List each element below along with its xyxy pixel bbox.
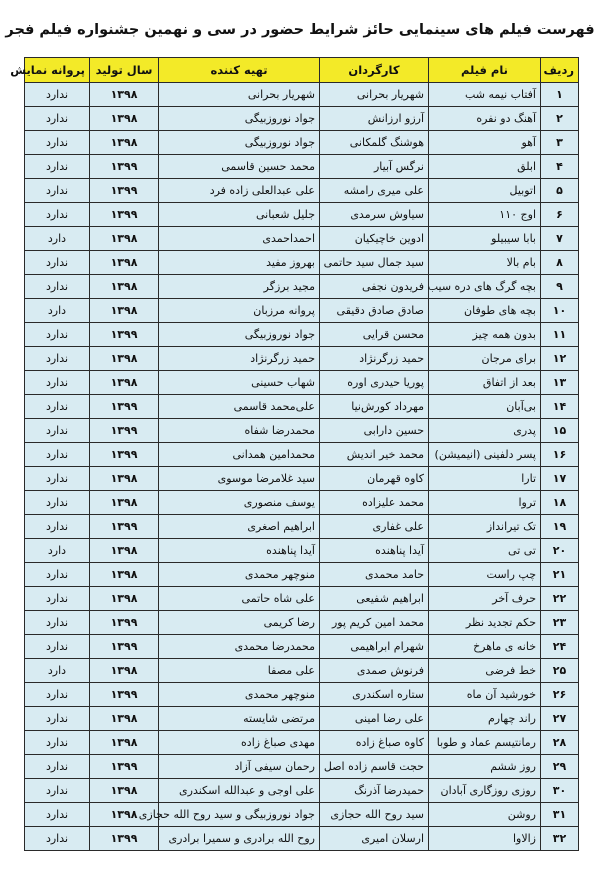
screening-license-cell: ندارد <box>25 827 90 851</box>
film-name-cell: آهو <box>429 131 541 155</box>
screening-license-cell: ندارد <box>25 635 90 659</box>
producer-cell: رحمان سیفی آزاد <box>159 755 320 779</box>
row-number-cell: ۱۵ <box>541 419 579 443</box>
row-number-cell: ۲۹ <box>541 755 579 779</box>
film-name-cell: حرف آخر <box>429 587 541 611</box>
producer-cell: محمدرضا شفاه <box>159 419 320 443</box>
film-name-cell: بام بالا <box>429 251 541 275</box>
film-name-cell: اوج ۱۱۰ <box>429 203 541 227</box>
director-cell: ابراهیم شفیعی <box>320 587 429 611</box>
screening-license-cell: ندارد <box>25 491 90 515</box>
row-number-cell: ۸ <box>541 251 579 275</box>
table-row <box>25 371 579 395</box>
table-row <box>25 731 579 755</box>
row-number-cell: ۳۲ <box>541 827 579 851</box>
screening-license-cell: ندارد <box>25 251 90 275</box>
production-year-cell: ۱۳۹۸ <box>90 563 159 587</box>
producer-cell: بهروز مفید <box>159 251 320 275</box>
screening-license-cell: ندارد <box>25 515 90 539</box>
producer-cell: منوچهر محمدی <box>159 683 320 707</box>
table-row <box>25 323 579 347</box>
film-name-cell: بابا سیبیلو <box>429 227 541 251</box>
screening-license-cell: ندارد <box>25 131 90 155</box>
film-name-cell: پسر دلفینی (انیمیشن) <box>429 443 541 467</box>
production-year-cell: ۱۳۹۸ <box>90 467 159 491</box>
row-number-cell: ۱۰ <box>541 299 579 323</box>
screening-license-cell: ندارد <box>25 611 90 635</box>
director-cell: محسن قرایی <box>320 323 429 347</box>
director-cell: حسین دارابی <box>320 419 429 443</box>
screening-license-cell: ندارد <box>25 107 90 131</box>
producer-cell: محمدرضا محمدی <box>159 635 320 659</box>
table-row <box>25 635 579 659</box>
table-row <box>25 395 579 419</box>
screening-license-cell: ندارد <box>25 563 90 587</box>
film-name-cell: تی تی <box>429 539 541 563</box>
screening-license-cell: ندارد <box>25 587 90 611</box>
table-row <box>25 347 579 371</box>
film-name-cell: راند چهارم <box>429 707 541 731</box>
director-cell: هوشنگ گلمکانی <box>320 131 429 155</box>
production-year-cell: ۱۳۹۸ <box>90 539 159 563</box>
screening-license-cell: ندارد <box>25 83 90 107</box>
film-name-cell: ابلق <box>429 155 541 179</box>
table-row <box>25 299 579 323</box>
director-cell: سیاوش سرمدی <box>320 203 429 227</box>
row-number-cell: ۲۸ <box>541 731 579 755</box>
header-director: کارگردان <box>320 58 429 83</box>
producer-cell: علی اوجی و عبدالله اسکندری <box>159 779 320 803</box>
producer-cell: رضا کریمی <box>159 611 320 635</box>
production-year-cell: ۱۳۹۹ <box>90 395 159 419</box>
producer-cell: مرتضی شایسته <box>159 707 320 731</box>
table-row <box>25 827 579 851</box>
production-year-cell: ۱۳۹۸ <box>90 587 159 611</box>
director-cell: سید روح الله حجازی <box>320 803 429 827</box>
screening-license-cell: ندارد <box>25 419 90 443</box>
director-cell: علی رضا امینی <box>320 707 429 731</box>
film-name-cell: بدون همه چیز <box>429 323 541 347</box>
production-year-cell: ۱۳۹۹ <box>90 515 159 539</box>
table-row <box>25 683 579 707</box>
producer-cell: سید غلامرضا موسوی <box>159 467 320 491</box>
film-name-cell: چپ راست <box>429 563 541 587</box>
screening-license-cell: ندارد <box>25 779 90 803</box>
producer-cell: جواد نوروزبیگی و سید روح الله حجازی <box>159 803 320 827</box>
producer-cell: احمداحمدی <box>159 227 320 251</box>
screening-license-cell: ندارد <box>25 755 90 779</box>
table-row <box>25 155 579 179</box>
films-table <box>10 57 579 851</box>
row-number-cell: ۲۷ <box>541 707 579 731</box>
film-name-cell: خورشید آن ماه <box>429 683 541 707</box>
production-year-cell: ۱۳۹۸ <box>90 275 159 299</box>
production-year-cell: ۱۳۹۸ <box>90 803 159 827</box>
producer-cell: آیدا پناهنده <box>159 539 320 563</box>
header-row-number: ردیف <box>541 58 579 83</box>
film-name-cell: بچه های طوفان <box>429 299 541 323</box>
director-cell: نرگس آبیار <box>320 155 429 179</box>
film-name-cell: تک تیرانداز <box>429 515 541 539</box>
header-film-name: نام فیلم <box>429 58 541 83</box>
row-number-cell: ۳۰ <box>541 779 579 803</box>
production-year-cell: ۱۳۹۹ <box>90 611 159 635</box>
table-row <box>25 251 579 275</box>
screening-license-cell: ندارد <box>25 443 90 467</box>
producer-cell: محمدامین همدانی <box>159 443 320 467</box>
producer-cell: حمید زرگرنژاد <box>159 347 320 371</box>
producer-cell: شهریار بحرانی <box>159 83 320 107</box>
producer-cell: مجید برزگر <box>159 275 320 299</box>
producer-cell: مهدی صباغ زاده <box>159 731 320 755</box>
screening-license-cell: دارد <box>25 227 90 251</box>
film-name-cell: پدری <box>429 419 541 443</box>
producer-cell: جواد نوروزبیگی <box>159 107 320 131</box>
row-number-cell: ۲۲ <box>541 587 579 611</box>
production-year-cell: ۱۳۹۹ <box>90 755 159 779</box>
table-row <box>25 491 579 515</box>
production-year-cell: ۱۳۹۸ <box>90 779 159 803</box>
film-name-cell: رمانتیسم عماد و طوبا <box>429 731 541 755</box>
director-cell: آیدا پناهنده <box>320 539 429 563</box>
table-row <box>25 179 579 203</box>
table-row <box>25 83 579 107</box>
director-cell: ادوین خاچیکیان <box>320 227 429 251</box>
production-year-cell: ۱۳۹۹ <box>90 635 159 659</box>
row-number-cell: ۱۱ <box>541 323 579 347</box>
producer-cell: شهاب حسینی <box>159 371 320 395</box>
director-cell: محمد خیر اندیش <box>320 443 429 467</box>
production-year-cell: ۱۳۹۸ <box>90 227 159 251</box>
header-screening-license: پروانه نمایش <box>25 58 90 83</box>
table-row <box>25 419 579 443</box>
screening-license-cell: دارد <box>25 299 90 323</box>
film-name-cell: بچه گرگ های دره سیب <box>429 275 541 299</box>
director-cell: آرزو ارزانش <box>320 107 429 131</box>
production-year-cell: ۱۳۹۹ <box>90 203 159 227</box>
screening-license-cell: ندارد <box>25 275 90 299</box>
production-year-cell: ۱۳۹۸ <box>90 131 159 155</box>
producer-cell: علی‌محمد قاسمی <box>159 395 320 419</box>
film-name-cell: خط فرضی <box>429 659 541 683</box>
row-number-cell: ۱۹ <box>541 515 579 539</box>
screening-license-cell: ندارد <box>25 731 90 755</box>
production-year-cell: ۱۳۹۸ <box>90 299 159 323</box>
row-number-cell: ۱۷ <box>541 467 579 491</box>
table-row <box>25 275 579 299</box>
production-year-cell: ۱۳۹۸ <box>90 707 159 731</box>
screening-license-cell: ندارد <box>25 707 90 731</box>
table-row <box>25 803 579 827</box>
producer-cell: جلیل شعبانی <box>159 203 320 227</box>
table-row <box>25 107 579 131</box>
production-year-cell: ۱۳۹۸ <box>90 107 159 131</box>
director-cell: محمد امین کریم پور <box>320 611 429 635</box>
film-name-cell: برای مرجان <box>429 347 541 371</box>
table-row <box>25 131 579 155</box>
header-production-year: سال تولید <box>90 58 159 83</box>
row-number-cell: ۴ <box>541 155 579 179</box>
production-year-cell: ۱۳۹۹ <box>90 179 159 203</box>
director-cell: ستاره اسکندری <box>320 683 429 707</box>
director-cell: فرنوش صمدی <box>320 659 429 683</box>
director-cell: حامد محمدی <box>320 563 429 587</box>
director-cell: شهریار بحرانی <box>320 83 429 107</box>
row-number-cell: ۱۳ <box>541 371 579 395</box>
film-name-cell: روزی روزگاری آبادان <box>429 779 541 803</box>
table-row <box>25 227 579 251</box>
row-number-cell: ۳ <box>541 131 579 155</box>
producer-cell: روح الله برادری و سمیرا برادری <box>159 827 320 851</box>
row-number-cell: ۱۲ <box>541 347 579 371</box>
production-year-cell: ۱۳۹۸ <box>90 347 159 371</box>
header-producer: تهیه کننده <box>159 58 320 83</box>
row-number-cell: ۱۸ <box>541 491 579 515</box>
table-row <box>25 515 579 539</box>
film-name-cell: تارا <box>429 467 541 491</box>
film-name-cell: آفتاب نیمه شب <box>429 83 541 107</box>
production-year-cell: ۱۳۹۹ <box>90 155 159 179</box>
table-row <box>25 203 579 227</box>
row-number-cell: ۹ <box>541 275 579 299</box>
page-title: فهرست فیلم های سینمایی حائز شرایط حضور در سی و نهمین جشنواره فیلم فجر <box>5 22 595 38</box>
production-year-cell: ۱۳۹۸ <box>90 491 159 515</box>
table-header-row <box>25 58 579 83</box>
producer-cell: جواد نوروزبیگی <box>159 131 320 155</box>
producer-cell: علی عبدالعلی زاده فرد <box>159 179 320 203</box>
director-cell: علی میری رامشه <box>320 179 429 203</box>
producer-cell: ابراهیم اصغری <box>159 515 320 539</box>
screening-license-cell: ندارد <box>25 467 90 491</box>
film-name-cell: بعد از اتفاق <box>429 371 541 395</box>
production-year-cell: ۱۳۹۸ <box>90 659 159 683</box>
film-name-cell: حکم تجدید نظر <box>429 611 541 635</box>
screening-license-cell: ندارد <box>25 371 90 395</box>
production-year-cell: ۱۳۹۹ <box>90 443 159 467</box>
production-year-cell: ۱۳۹۸ <box>90 83 159 107</box>
director-cell: صادق صادق دقیقی <box>320 299 429 323</box>
table-row <box>25 659 579 683</box>
production-year-cell: ۱۳۹۹ <box>90 323 159 347</box>
table-row <box>25 443 579 467</box>
producer-cell: محمد حسین قاسمی <box>159 155 320 179</box>
table-row <box>25 611 579 635</box>
director-cell: کاوه صباغ زاده <box>320 731 429 755</box>
table-row <box>25 563 579 587</box>
row-number-cell: ۲۳ <box>541 611 579 635</box>
table-row <box>25 755 579 779</box>
producer-cell: پروانه مرزبان <box>159 299 320 323</box>
row-number-cell: ۲ <box>541 107 579 131</box>
table-row <box>25 587 579 611</box>
production-year-cell: ۱۳۹۹ <box>90 827 159 851</box>
director-cell: شهرام ابراهیمی <box>320 635 429 659</box>
director-cell: ارسلان امیری <box>320 827 429 851</box>
row-number-cell: ۲۱ <box>541 563 579 587</box>
director-cell: حمید زرگرنژاد <box>320 347 429 371</box>
row-number-cell: ۱۴ <box>541 395 579 419</box>
row-number-cell: ۲۶ <box>541 683 579 707</box>
table-row <box>25 707 579 731</box>
screening-license-cell: ندارد <box>25 347 90 371</box>
table-row <box>25 467 579 491</box>
production-year-cell: ۱۳۹۸ <box>90 371 159 395</box>
producer-cell: جواد نوروزبیگی <box>159 323 320 347</box>
director-cell: مهرداد کورش‌نیا <box>320 395 429 419</box>
screening-license-cell: ندارد <box>25 203 90 227</box>
film-name-cell: خانه ی ماهرخ <box>429 635 541 659</box>
production-year-cell: ۱۳۹۹ <box>90 419 159 443</box>
director-cell: فریدون نجفی <box>320 275 429 299</box>
row-number-cell: ۵ <box>541 179 579 203</box>
production-year-cell: ۱۳۹۸ <box>90 731 159 755</box>
producer-cell: یوسف منصوری <box>159 491 320 515</box>
film-name-cell: زالاوا <box>429 827 541 851</box>
director-cell: سید جمال سید حاتمی <box>320 251 429 275</box>
film-name-cell: بی‌آبان <box>429 395 541 419</box>
table-body <box>25 83 579 851</box>
director-cell: کاوه قهرمان <box>320 467 429 491</box>
production-year-cell: ۱۳۹۸ <box>90 251 159 275</box>
row-number-cell: ۷ <box>541 227 579 251</box>
director-cell: حجت قاسم زاده اصل <box>320 755 429 779</box>
row-number-cell: ۱ <box>541 83 579 107</box>
row-number-cell: ۲۵ <box>541 659 579 683</box>
screening-license-cell: ندارد <box>25 395 90 419</box>
row-number-cell: ۲۴ <box>541 635 579 659</box>
row-number-cell: ۶ <box>541 203 579 227</box>
screening-license-cell: دارد <box>25 659 90 683</box>
film-name-cell: اتوبیل <box>429 179 541 203</box>
screening-license-cell: ندارد <box>25 803 90 827</box>
screening-license-cell: ندارد <box>25 683 90 707</box>
film-name-cell: روشن <box>429 803 541 827</box>
screening-license-cell: ندارد <box>25 155 90 179</box>
film-name-cell: آهنگ دو نفره <box>429 107 541 131</box>
row-number-cell: ۳۱ <box>541 803 579 827</box>
producer-cell: علی شاه حاتمی <box>159 587 320 611</box>
screening-license-cell: ندارد <box>25 179 90 203</box>
table-row <box>25 779 579 803</box>
screening-license-cell: ندارد <box>25 323 90 347</box>
film-name-cell: روز ششم <box>429 755 541 779</box>
row-number-cell: ۲۰ <box>541 539 579 563</box>
row-number-cell: ۱۶ <box>541 443 579 467</box>
production-year-cell: ۱۳۹۹ <box>90 683 159 707</box>
director-cell: پوریا حیدری اوره <box>320 371 429 395</box>
screening-license-cell: دارد <box>25 539 90 563</box>
producer-cell: منوچهر محمدی <box>159 563 320 587</box>
producer-cell: علی مصفا <box>159 659 320 683</box>
director-cell: حمیدرضا آذرنگ <box>320 779 429 803</box>
director-cell: محمد علیزاده <box>320 491 429 515</box>
table-row <box>25 539 579 563</box>
director-cell: علی غفاری <box>320 515 429 539</box>
film-name-cell: تروا <box>429 491 541 515</box>
